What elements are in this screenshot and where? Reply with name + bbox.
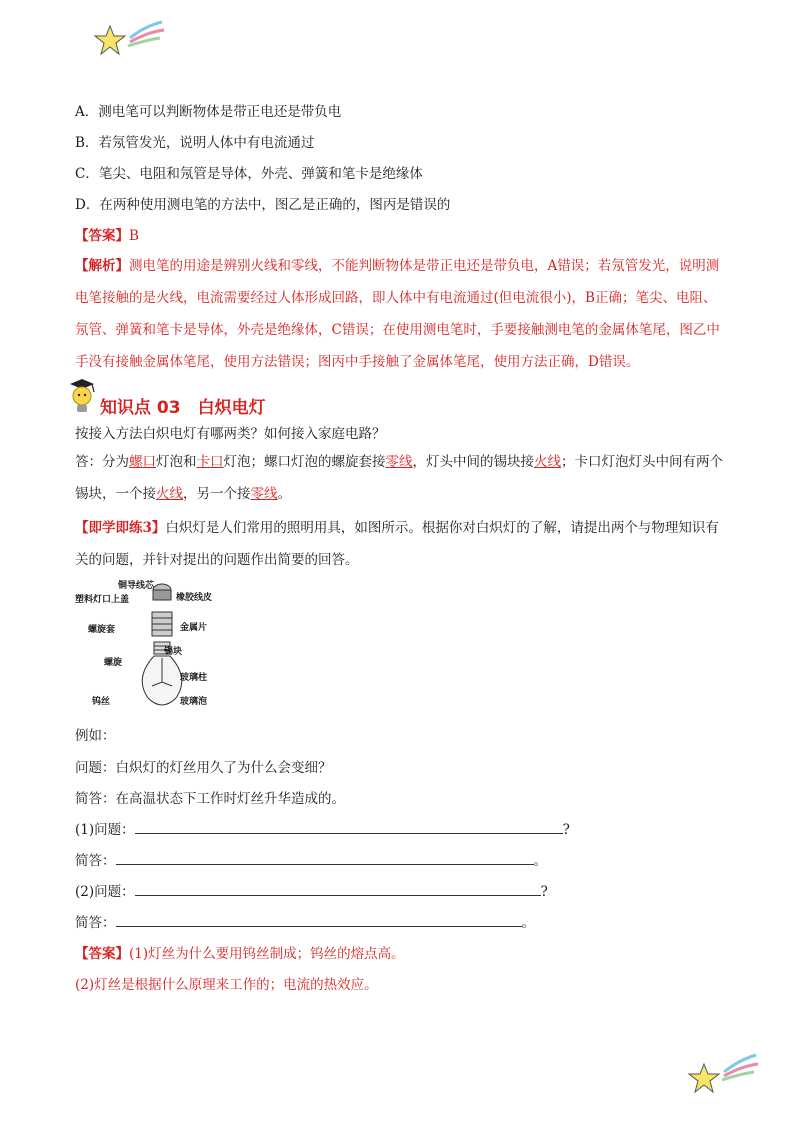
- blank-row-a1: [75, 851, 547, 871]
- answer-text-part: ，灯头中间的锡块接: [412, 454, 534, 470]
- option-d: D．在两种使用测电笔的方法中，图乙是正确的，图丙是错误的: [75, 197, 451, 213]
- option-c: C．笔尖、电阻和氖管是导体，外壳、弹簧和笔卡是绝缘体: [75, 166, 423, 182]
- analysis-block: [75, 250, 725, 378]
- blank-a1-label: 简答：: [75, 853, 116, 869]
- answer-keyword: 火线: [156, 486, 183, 502]
- answer-block: [75, 226, 139, 246]
- blank-a1-end: 。: [533, 853, 547, 869]
- label-tin-block: 锡块: [164, 647, 183, 657]
- answer2-line1: [75, 944, 405, 964]
- blank-a2-label: 简答：: [75, 915, 116, 931]
- option-b: B．若氖管发光，说明人体中有电流通过: [75, 135, 315, 151]
- answer-keyword: 零线: [250, 486, 278, 502]
- label-tungsten: 钨丝: [92, 697, 111, 707]
- analysis-label: 【解析】: [75, 258, 129, 274]
- blank-q2-end: ?: [540, 884, 548, 900]
- blank-q2-label: (2)问题：: [75, 884, 135, 900]
- label-copper-core: 铜导线芯: [118, 581, 155, 591]
- option-a: A．测电笔可以判断物体是带正电还是带负电: [75, 104, 342, 120]
- example-answer: 简答：在高温状态下工作时灯丝升华造成的。: [75, 791, 345, 807]
- label-glass-bulb: 玻璃泡: [180, 697, 208, 707]
- answer-keyword: 螺口: [129, 454, 156, 470]
- label-screw: 螺旋: [104, 658, 123, 668]
- blank-q1-end: ?: [562, 822, 570, 838]
- answer2-text-1: (1)灯丝为什么要用钨丝制成；钨丝的熔点高。: [129, 946, 405, 962]
- answer-2-blank[interactable]: [116, 914, 522, 927]
- practice-text: 白炽灯是人们常用的照明用具，如图所示。根据你对白炽灯的了解，请提出两个与物理知识有关的问题，并针对提出的问题作出简要的回答。: [75, 520, 719, 568]
- answer-text-part: 答：分为: [75, 454, 129, 470]
- example-question: 问题：白炽灯的灯丝用久了为什么会变细？: [75, 760, 332, 776]
- question-1-blank[interactable]: [135, 821, 563, 834]
- practice-label: 【即学即练3】: [75, 520, 166, 536]
- question-2-blank[interactable]: [135, 883, 541, 896]
- analysis-text: 测电笔的用途是辨别火线和零线，不能判断物体是带正电还是带负电，A错误；若氖管发光，说明测电笔接触的是火线，电流需要经过人体形成回路，即人体中有电流通过(但电流很小)，B正确；笔尖、电阻、氖管、弹簧和笔卡是导体，外壳是绝缘体，C错误；在使用测电笔时，手要接触测电笔的金属体笔尾，图乙中手没有接触金属体笔尾，使用方法错误；图丙中手接触了金属体笔尾，使用方法正确，D错误。: [75, 258, 720, 370]
- answer-label: 【答案】: [75, 228, 129, 244]
- example-label: 例如：: [75, 728, 116, 744]
- answer-keyword: 火线: [534, 454, 561, 470]
- answer-text-part: ，另一个接: [183, 486, 251, 502]
- label-plastic-cap: 塑料灯口上盖: [75, 595, 130, 605]
- answer-text-part: ；卡口灯泡灯头中间有两个锡块，一个接: [75, 454, 723, 502]
- label-rubber-skin: 橡胶线皮: [176, 593, 213, 603]
- section-title: 知识点 03 白炽电灯: [100, 398, 266, 418]
- blank-q1-label: (1)问题：: [75, 822, 135, 838]
- blank-row-q1: [75, 820, 570, 840]
- shooting-star-icon: [90, 18, 170, 58]
- practice-block: [75, 512, 725, 576]
- label-metal-piece: 金属片: [180, 623, 208, 633]
- lightbulb-scholar-icon: [66, 376, 100, 416]
- answer-text: [75, 446, 725, 510]
- answer-text-part: 灯泡和: [156, 454, 197, 470]
- question-intro: 按接入方法白炽电灯有哪两类？如何接入家庭电路？: [75, 426, 386, 442]
- blank-a2-end: 。: [521, 915, 535, 931]
- shooting-star-icon: [684, 1050, 764, 1100]
- answer-text-part: 。: [277, 486, 291, 502]
- blank-row-q2: [75, 882, 548, 902]
- answer-text-part: 灯泡；螺口灯泡的螺旋套接: [223, 454, 386, 470]
- answer-keyword: 卡口: [196, 454, 224, 470]
- answer-1-blank[interactable]: [116, 852, 534, 865]
- answer2-line2: (2)灯丝是根据什么原理来工作的；电流的热效应。: [75, 977, 378, 993]
- label-glass-pillar: 玻璃柱: [180, 673, 208, 683]
- answer2-label: 【答案】: [75, 946, 129, 962]
- answer-keyword: 零线: [385, 454, 413, 470]
- blank-row-a2: [75, 913, 535, 933]
- answer-value: B: [129, 228, 139, 244]
- label-screw-sleeve: 螺旋套: [88, 625, 116, 635]
